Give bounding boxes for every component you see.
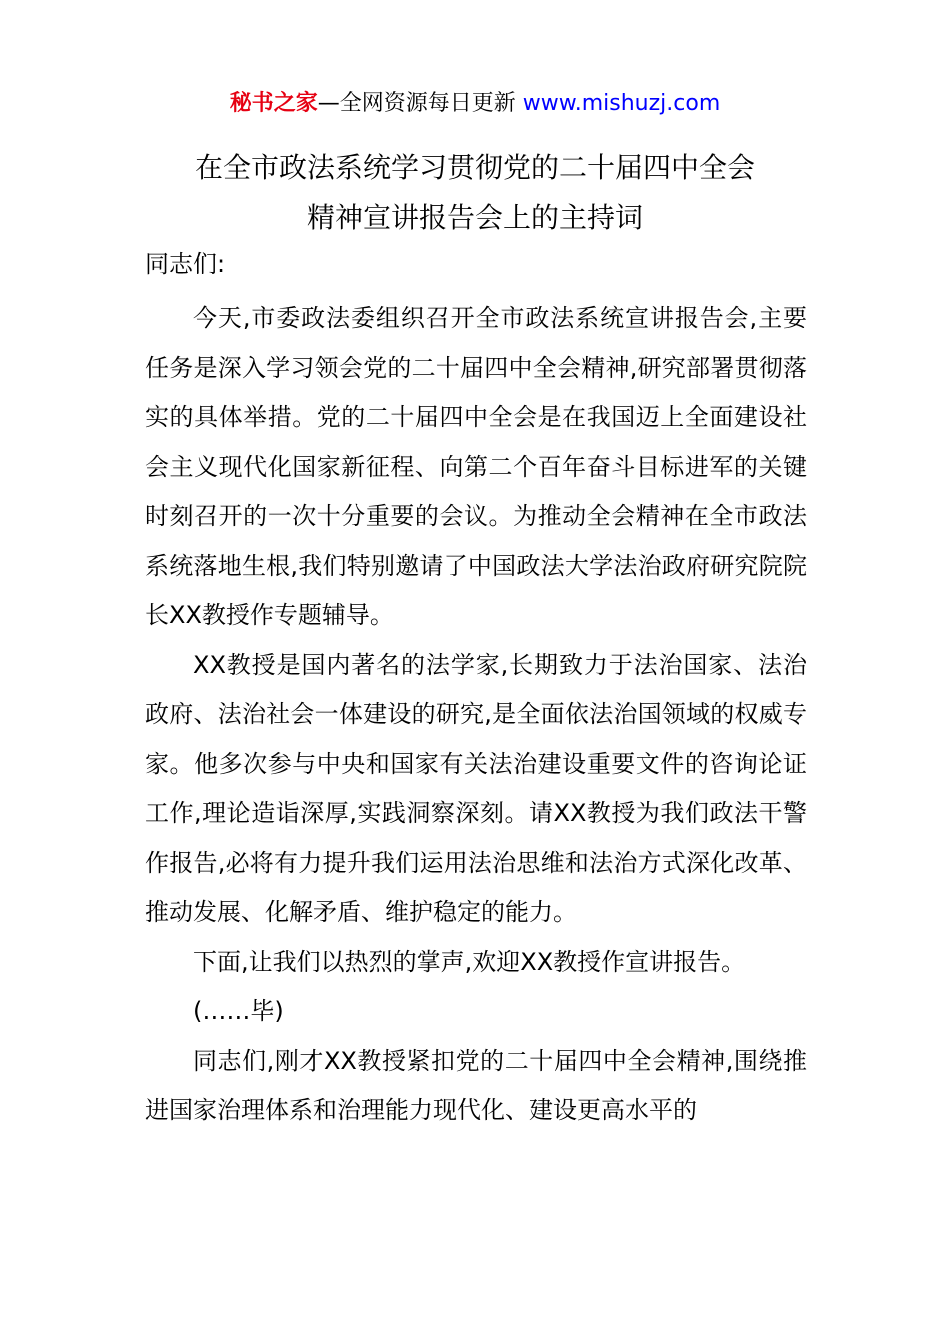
paragraph-end-marker: (……毕): [193, 997, 284, 1025]
banner-tagline: —全网资源每日更新: [317, 91, 523, 116]
paragraph-closing: 同志们,刚才XX教授紧扣党的二十届四中全会精神,围绕推进国家治理体系和治理能力现代化、建设更高水平的: [145, 1046, 807, 1124]
salutation: 同志们:: [145, 250, 226, 278]
site-banner: [0, 88, 950, 120]
paragraph-speaker-intro: XX教授是国内著名的法学家,长期致力于法治国家、法治政府、法治社会一体建设的研究,是全面依法治国领域的权威专家。他多次参与中央和国家有关法治建设重要文件的咨询论证工作,理论造诣深厚,实践洞察深刻。请XX教授为我们政法干警作报告,必将有力提升我们运用法治思维和法治方式深化改革、推动发展、化解矛盾、维护稳定的能力。: [145, 650, 807, 926]
paragraph-welcome: 下面,让我们以热烈的掌声,欢迎XX教授作宣讲报告。: [193, 947, 746, 976]
document-title-line-1: 在全市政法系统学习贯彻党的二十届四中全会: [194, 151, 755, 184]
site-url-link[interactable]: www.mishuzj.com: [522, 91, 721, 116]
document-title-line-2: 精神宣讲报告会上的主持词: [306, 201, 643, 234]
brand-name: 秘书之家: [229, 91, 318, 116]
document-body: [145, 294, 807, 1136]
paragraph-opening: 今天,市委政法委组织召开全市政法系统宣讲报告会,主要任务是深入学习领会党的二十届四中全会精神,研究部署贯彻落实的具体举措。党的二十届四中全会是在我国迈上全面建设社会主义现代化国家新征程、向第二个百年奋斗目标进军的关键时刻召开的一次十分重要的会议。为推动全会精神在全市政法系统落地生根,我们特别邀请了中国政法大学法治政府研究院院长XX教授作专题辅导。: [145, 304, 807, 629]
